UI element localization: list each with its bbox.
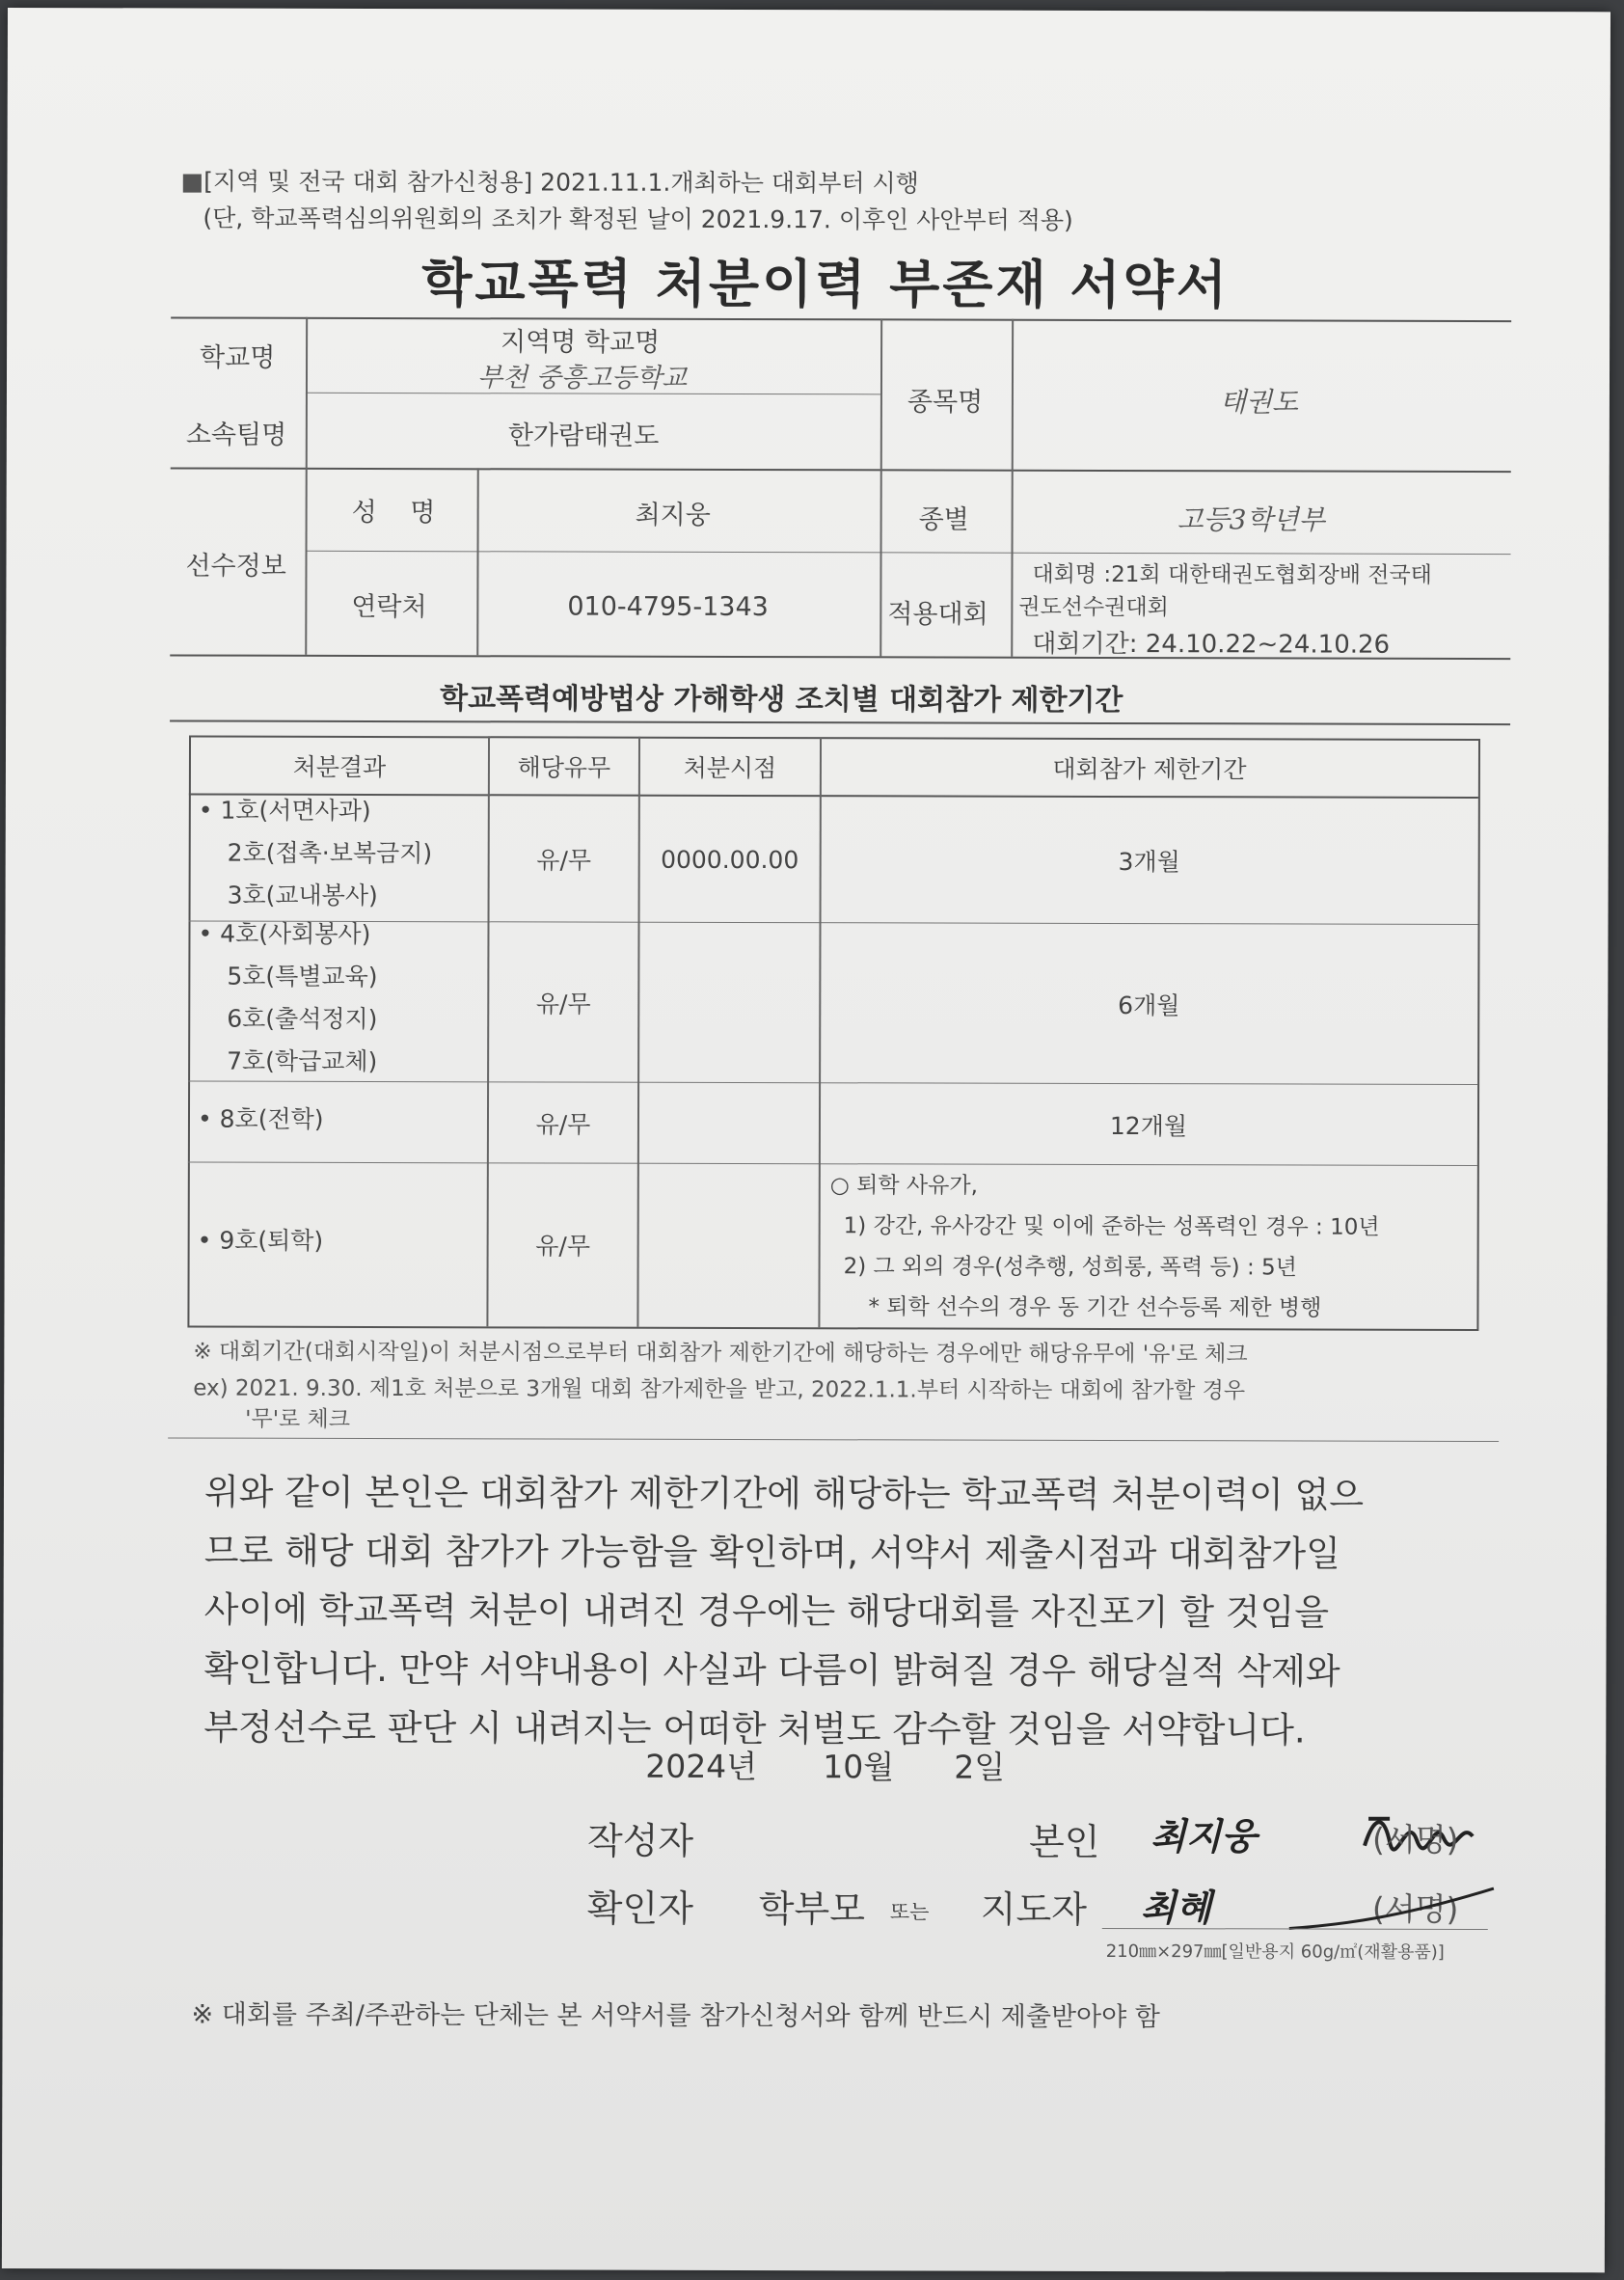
row-2-date	[639, 924, 819, 1082]
school-label: 학교명	[200, 342, 276, 373]
confirmer-label: 확인자	[586, 1886, 694, 1930]
athlete-label: 선수정보	[185, 551, 286, 582]
header-line-1	[180, 162, 918, 199]
contact-value: 010-4795-1343	[567, 591, 769, 623]
col-header-applicable: 해당유무	[517, 753, 611, 782]
info-col-1	[305, 317, 308, 655]
table-row-3-items	[198, 1099, 324, 1141]
header-line-1-text: [지역 및 전국 대회 참가신청용] 2021.11.1.개최하는 대회부터 시행	[203, 167, 919, 198]
team-value: 한가람태권도	[507, 421, 660, 451]
table-title: 학교폭력예방법상 가해학생 조치별 대회참가 제한기간	[440, 682, 1123, 719]
info-col-3	[1011, 319, 1014, 657]
header-line-2: (단, 학교폭력심의위원회의 조치가 확정된 날이 2021.9.17. 이후인 사안부터 적용)	[203, 204, 1073, 234]
event-label: 적용대회	[887, 599, 988, 630]
square-bullet-icon: ■	[180, 167, 204, 196]
coach-sign-mark: (서명)	[1371, 1889, 1459, 1928]
date-year: 2024년	[645, 1747, 758, 1786]
division-label: 종별	[918, 504, 969, 535]
info-row-divider	[171, 467, 1511, 473]
table-row-1-items	[199, 790, 433, 918]
row-4-limit	[829, 1165, 1379, 1328]
note-2: ex) 2021. 9.30. 제1호 처분으로 3개월 대회 참가제한을 받고, 2022.1.1.부터 시작하는 대회에 참가할 경우	[193, 1375, 1246, 1404]
notes-divider	[168, 1437, 1499, 1442]
note-1: ※ 대회기간(대회시작일)이 처분시점으로부터 대회참가 제한기간에 해당하는 경우에만 해당유무에 '유'로 체크	[193, 1339, 1248, 1368]
self-label: 본인	[1028, 1820, 1100, 1863]
school-value: 부천 중흥고등학교	[476, 363, 688, 394]
writer-label: 작성자	[586, 1819, 694, 1862]
table-row-2-items	[198, 913, 378, 1083]
list-item: 6호(출석정지)	[227, 1004, 378, 1034]
signature-stroke-icon	[1286, 1882, 1498, 1941]
info-col-2	[880, 318, 882, 656]
event-line-1: 대회명 :21회 대한태권도협회장배 전국태	[1032, 561, 1432, 588]
or-label: 또는	[889, 1900, 930, 1924]
table-title-underline	[170, 719, 1510, 725]
row-4-date	[638, 1165, 818, 1325]
note-3: '무'로 체크	[245, 1406, 351, 1432]
pledge-line: 확인합니다. 만약 서약내용이 사실과 다름이 밝혀질 경우 해당실적 삭제와	[203, 1647, 1340, 1693]
coach-name-signature: 최혜	[1140, 1886, 1212, 1930]
contact-label: 연락처	[351, 591, 427, 623]
parent-label: 학부모	[758, 1887, 866, 1931]
row-1-limit: 3개월	[1118, 848, 1180, 877]
row-3-limit: 12개월	[1109, 1111, 1188, 1141]
limit-line: 1) 강간, 유사강간 및 이에 준하는 성폭력인 경우 : 10년	[843, 1213, 1380, 1240]
pledge-document	[2, 8, 1610, 2272]
row-2-applicable: 유/무	[535, 990, 591, 1018]
pledge-paragraph	[203, 1463, 1364, 1760]
division-value: 고등3학년부	[1177, 503, 1325, 536]
row-1-applicable: 유/무	[536, 846, 592, 875]
school-header: 지역명 학교명	[501, 327, 661, 358]
event-period: 대회기간: 24.10.22~24.10.26	[1032, 629, 1391, 660]
table-row-4-items	[198, 1220, 324, 1262]
paper-spec: 210㎜×297㎜[일반용지 60g/㎡(재활용품)]	[1105, 1941, 1445, 1963]
col-header-limit: 대회참가 제한기간	[1052, 754, 1247, 784]
event-line-2: 권도선수권대회	[1018, 594, 1169, 621]
date-day: 2일	[954, 1748, 1006, 1786]
info-table-top	[171, 316, 1511, 322]
list-item: • 1호(서면사과)	[198, 796, 371, 825]
pledge-line: 부정선수로 판단 시 내려지는 어떠한 처벌도 감수할 것임을 서약합니다.	[203, 1706, 1306, 1751]
name-label: 성 명	[351, 497, 436, 529]
sport-label: 종목명	[907, 387, 984, 418]
list-item: 5호(특별교육)	[227, 962, 378, 991]
list-item: 7호(학급교체)	[227, 1046, 378, 1076]
row-2-limit: 6개월	[1118, 991, 1180, 1020]
list-item: 3호(교내봉사)	[227, 881, 378, 910]
date-month: 10월	[823, 1748, 895, 1786]
list-item: • 4호(사회봉사)	[198, 919, 371, 948]
col-header-date: 처분시점	[683, 753, 777, 783]
coach-label: 지도자	[980, 1887, 1088, 1931]
info-col-4	[476, 468, 479, 655]
row-1-date: 0000.00.00	[661, 845, 799, 874]
limit-line: ○ 퇴학 사유가,	[829, 1173, 978, 1199]
list-item: 2호(접촉·보복금지)	[227, 838, 433, 868]
coach-signature-stroke	[1286, 1882, 1498, 1944]
row-3-applicable: 유/무	[535, 1110, 591, 1139]
footer-note: ※ 대회를 주최/주관하는 단체는 본 서약서를 참가신청서와 함께 반드시 제출받아야 함	[191, 1999, 1160, 2033]
col-header-result: 처분결과	[292, 752, 387, 782]
row-4-applicable: 유/무	[535, 1232, 591, 1261]
sport-value: 태권도	[1219, 386, 1299, 419]
limit-line: 2) 그 외의 경우(성추행, 성희롱, 폭력 등) : 5년	[843, 1254, 1297, 1281]
row-3-date	[639, 1084, 819, 1163]
page-title: 학교폭력 처분이력 부존재 서약서	[421, 253, 1231, 316]
pledge-line: 사이에 학교폭력 처분이 내려진 경우에는 해당대회를 자진포기 할 것임을	[203, 1588, 1330, 1634]
team-label: 소속팀명	[185, 420, 287, 450]
name-value: 최지웅	[635, 500, 711, 530]
info-row-divider-athlete	[306, 551, 1511, 555]
list-item: • 8호(전학)	[197, 1104, 324, 1133]
self-sign-mark: (서명)	[1371, 1820, 1459, 1859]
limit-line: * 퇴학 선수의 경우 동 기간 선수등록 제한 병행	[868, 1294, 1322, 1321]
pledge-line: 위와 같이 본인은 대회참가 제한기간에 해당하는 학교폭력 처분이력이 없으	[203, 1471, 1365, 1516]
list-item: • 9호(퇴학)	[197, 1226, 324, 1255]
self-name-signature: 최지웅	[1150, 1814, 1258, 1859]
pledge-line: 므로 해당 대회 참가가 가능함을 확인하며, 서약서 제출시점과 대회참가일	[203, 1530, 1340, 1575]
